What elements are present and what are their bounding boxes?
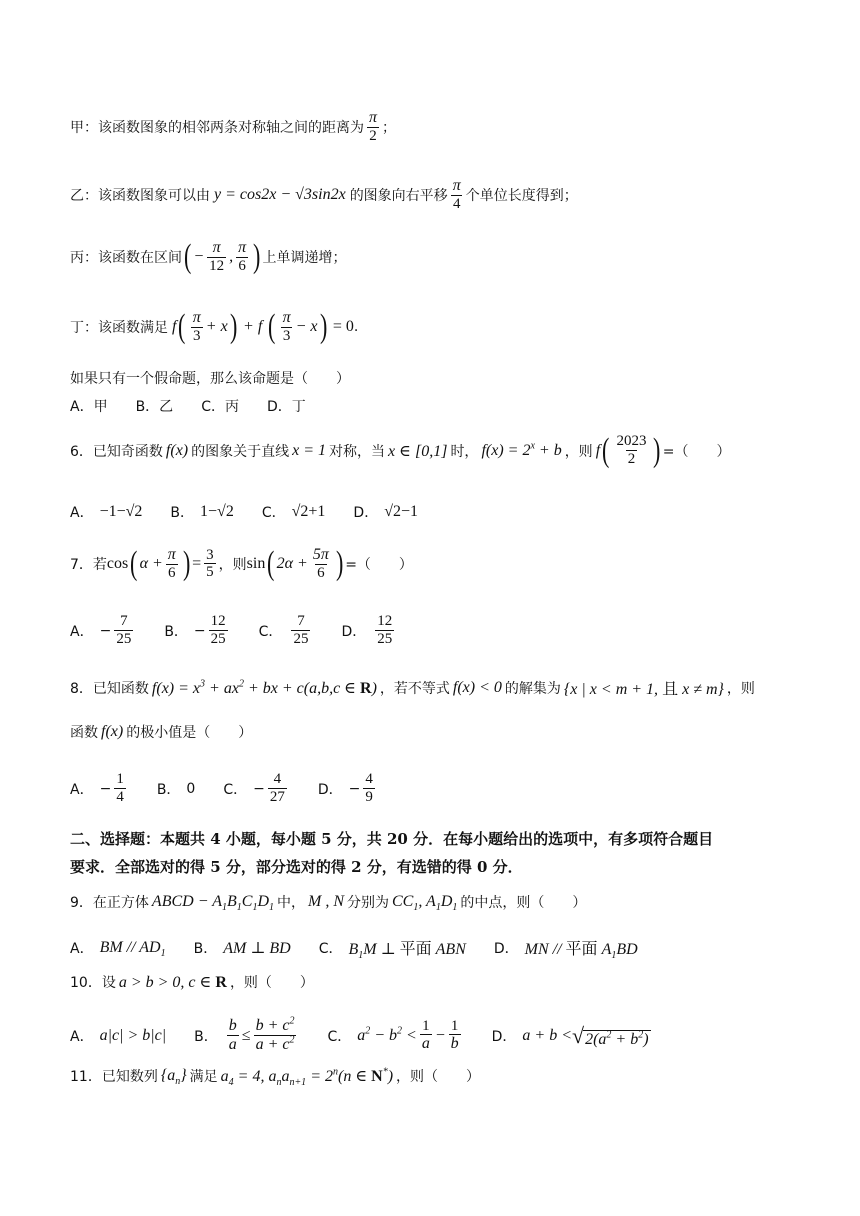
q8-option-a: A． − $\frac{1}{4}$ bbox=[70, 771, 124, 805]
q6-option-c: C． √2+1 bbox=[261, 503, 326, 521]
q5-options bbox=[70, 396, 820, 416]
q6-options bbox=[70, 502, 820, 522]
statement-jia-label: 甲：该函数图象的相邻两条对称轴之间的距离为 bbox=[70, 120, 364, 137]
q5-option-a: A．甲 bbox=[70, 399, 108, 415]
q10-option-d: D． a + b < √ $2(a^2 + b^2)$ bbox=[491, 1022, 649, 1048]
q9-option-b: B． AM ⊥ BD bbox=[193, 939, 291, 957]
q9-options bbox=[70, 936, 820, 962]
q7-option-b: B． − $\frac{12}{25}$ bbox=[164, 613, 226, 647]
q5-option-d: D．丁 bbox=[266, 399, 306, 415]
statement-bing: 丙：该函数在区间 ( − $\frac{\pi}{12}$ , $\frac{\pi}{6}$ ) 上单调递增； bbox=[70, 238, 347, 276]
q9-option-d: D． MN // 平面 $A_1BD$ bbox=[493, 940, 638, 962]
section-2-heading: 二、选择题：本题共 4 小题，每小题 5 分，共 20 分．在每小题给出的选项中，有多项符合题目 bbox=[70, 830, 714, 848]
statement-yi-label: 乙：该函数图象可以由 bbox=[70, 188, 210, 205]
statement-yi: 乙：该函数图象可以由 y = cos2x − √3sin2x 的图象向右平移 $\frac{\pi}{4}$ 个单位长度得到； bbox=[70, 177, 578, 212]
statement-jia: 甲：该函数图象的相邻两条对称轴之间的距离为 $\frac{\pi}{2}$ ； bbox=[70, 109, 397, 144]
q10-options bbox=[70, 1015, 820, 1054]
q6-option-a: A． −1−√2 bbox=[70, 503, 143, 521]
q8-option-c: C． − $\frac{4}{27}$ bbox=[223, 771, 285, 805]
q7-stem: 7．若 cos ( α + $\frac{\pi}{6}$ ) = $\frac{3}{5}$ ，则 sin ( 2α + $\frac{5\pi}{6}$ ) =（ ） bbox=[70, 545, 413, 583]
q8-options bbox=[70, 772, 820, 806]
q10-option-b: B． $\frac{b}{a}$ ≤ $\frac{b + c^2}{a + c^2}$ bbox=[194, 1015, 295, 1053]
q8-stem: 8．已知函数 $f(x) = x^3 + ax^2$ + bx + c(a,b,c ∈ R) ，若不等式 f(x) < 0 的解集为 {x | x < m + 1, 且 x ≠ m} ，则 bbox=[70, 678, 755, 698]
statement-jia-fraction: $\frac{\pi}{2}$ bbox=[369, 109, 378, 144]
q6-option-b: B． 1−√2 bbox=[170, 503, 234, 521]
q10-option-c: C． $a^2 - b^2$ < $\frac{1}{a}$ − $\frac{1}{b}$ bbox=[327, 1017, 459, 1053]
statement-ding: 丁：该函数满足 f ( $\frac{\pi}{3}$ + x ) + f ( $\frac{\pi}{3}$ − x ) = 0 . bbox=[70, 308, 359, 346]
q9-option-a: A． BM // $AD_1$ bbox=[70, 938, 166, 959]
q6-stem: 6．已知奇函数 f(x) 的图象关于直线 x = 1 对称，当 x ∈ [0,1] 时， $f(x) = 2^x + b$ ，则 f ( $\frac{2023}{2}$ ) =（ ） bbox=[70, 432, 731, 469]
q7-option-c: C． $\frac{7}{25}$ bbox=[258, 613, 309, 647]
q5-option-c: C．丙 bbox=[201, 399, 239, 415]
q10-stem: 10．设 a > b > 0, c ∈ R ，则（ ） bbox=[70, 974, 314, 991]
q8-stem-2: 函数 f(x) 的极小值是（ ） bbox=[70, 723, 253, 741]
statement-yi-expr: y = cos2x − √3sin2x bbox=[214, 186, 346, 204]
q8-option-d: D． − $\frac{4}{9}$ bbox=[317, 771, 373, 805]
section-2-heading-2: 要求．全部选对的得 5 分，部分选对的得 2 分，有选错的得 0 分． bbox=[70, 858, 523, 876]
q5-option-b: B．乙 bbox=[135, 399, 174, 415]
q7-options bbox=[70, 614, 820, 648]
q7-option-a: A． − $\frac{7}{25}$ bbox=[70, 613, 132, 647]
q10-option-a: A． a|c| > b|c| bbox=[70, 1026, 167, 1045]
q5-question: 如果只有一个假命题，那么该命题是（ ） bbox=[70, 371, 350, 387]
q11-stem: 11．已知数列 $\{a_n\}$ 满足 $a_4 = 4$, $a_na_{n+1} = 2^n(n$ ∈ N*) ，则（ ） bbox=[70, 1066, 481, 1089]
q9-stem: 9．在正方体 ABCD − $A_1B_1C_1D_1$ 中， M , N 分别为 $CC_1$, $A_1D_1$ 的中点，则（ ） bbox=[70, 893, 587, 914]
q6-option-d: D． √2−1 bbox=[353, 503, 419, 521]
q7-option-d: D． $\frac{12}{25}$ bbox=[341, 613, 393, 647]
statement-yi-fraction: $\frac{\pi}{4}$ bbox=[452, 177, 461, 212]
q8-option-b: B． 0 bbox=[156, 780, 196, 798]
q9-option-c: C． $B_1M$ ⊥ 平面 ABN bbox=[318, 940, 466, 962]
statement-ding-label: 丁：该函数满足 bbox=[70, 320, 168, 337]
statement-bing-label: 丙：该函数在区间 bbox=[70, 250, 182, 267]
